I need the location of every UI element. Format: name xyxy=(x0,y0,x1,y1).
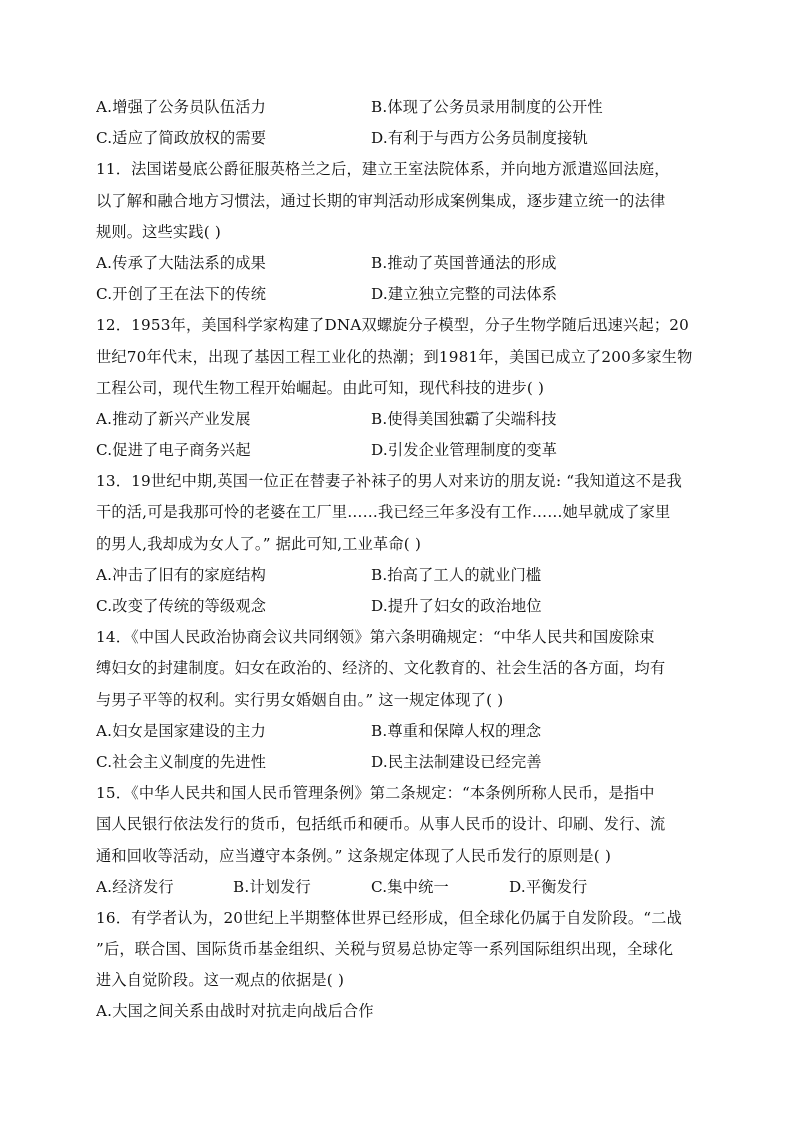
option-row xyxy=(96,92,702,123)
text-line: 规则。这些实践( ) xyxy=(96,222,221,241)
option-item: B.计划发行 xyxy=(233,877,311,896)
option-item: A.冲击了旧有的家庭结构 xyxy=(96,565,267,584)
option-item: A.推动了新兴产业发展 xyxy=(96,409,251,428)
text-line: 以了解和融合地方习惯法，通过长期的审判活动形成案例集成，逐步建立统一的法律 xyxy=(96,191,666,210)
text-line: 进入自觉阶段。这一观点的依据是( ) xyxy=(96,971,345,990)
text-line: 14．《中国人民政治协商会议共同纲领》第六条明确规定：“中华人民共和国废除束 xyxy=(96,628,655,647)
text-line: 16．有学者认为，20世纪上半期整体世界已经形成，但全球化仍属于自发阶段。“二战 xyxy=(96,908,682,927)
text-line: 11．法国诺曼底公爵征服英格兰之后，建立王室法院体系，并向地方派遣巡回法庭， xyxy=(96,160,670,179)
text-line: 通和回收等活动，应当遵守本条例。” 这条规定体现了人民币发行的原则是( ) xyxy=(96,846,612,865)
document-page xyxy=(96,92,702,1028)
option-item: A.增强了公务员队伍活力 xyxy=(96,98,267,116)
text-line: A.大国之间关系由战时对抗走向战后合作 xyxy=(96,1002,374,1021)
option-item: B.尊重和保障人权的理念 xyxy=(371,721,542,740)
text-line: 12．1953年，美国科学家构建了DNA双螺旋分子模型，分子生物学随后迅速兴起；20 xyxy=(96,316,689,335)
option-item: A.传承了大陆法系的成果 xyxy=(96,253,267,272)
option-row xyxy=(96,404,702,435)
option-row xyxy=(96,560,702,591)
option-item: B.推动了英国普通法的形成 xyxy=(371,253,557,272)
option-item: A.经济发行 xyxy=(96,877,174,896)
text-line: 15．《中华人民共和国人民币管理条例》第二条规定：“本条例所称人民币，是指中 xyxy=(96,784,655,803)
option-row xyxy=(96,747,702,778)
option-item: B.使得美国独霸了尖端科技 xyxy=(371,409,557,428)
text-line: 的男人,我却成为女人了。” 据此可知,工业革命( ) xyxy=(96,534,422,553)
option-item: C.社会主义制度的先进性 xyxy=(96,752,267,771)
option-row xyxy=(96,435,702,466)
option-item: A.妇女是国家建设的主力 xyxy=(96,721,267,740)
option-item: B.体现了公务员录用制度的公开性 xyxy=(371,98,603,116)
option-item: D.平衡发行 xyxy=(509,877,588,896)
text-line: 干的活,可是我那可怜的老婆在工厂里……我已经三年多没有工作……她早就成了家里 xyxy=(96,503,671,522)
option-item: C.开创了王在法下的传统 xyxy=(96,285,267,304)
option-row xyxy=(96,123,702,154)
option-row xyxy=(96,716,702,747)
option-item: C.适应了简政放权的需要 xyxy=(96,129,267,148)
text-line: 工程公司，现代生物工程开始崛起。由此可知，现代科技的进步( ) xyxy=(96,378,545,397)
text-line: 缚妇女的封建制度。妇女在政治的、经济的、文化教育的、社会生活的各方面，均有 xyxy=(96,659,666,678)
text-line: 与男子平等的权利。实行男女婚姻自由。” 这一规定体现了( ) xyxy=(96,690,504,709)
option-item: C.促进了电子商务兴起 xyxy=(96,441,251,460)
option-row xyxy=(96,591,702,622)
option-item: C.集中统一 xyxy=(371,877,449,896)
option-item: D.民主法制建设已经完善 xyxy=(371,752,542,771)
option-row xyxy=(96,279,702,310)
option-item: D.引发企业管理制度的变革 xyxy=(371,441,558,460)
option-item: D.有利于与西方公务员制度接轨 xyxy=(371,129,588,148)
text-line: 国人民银行依法发行的货币，包括纸币和硬币。从事人民币的设计、印刷、发行、流 xyxy=(96,815,666,834)
option-item: D.提升了妇女的政治地位 xyxy=(371,597,542,615)
option-item: C.改变了传统的等级观念 xyxy=(96,597,267,615)
option-row xyxy=(96,872,702,903)
text-line: ”后，联合国、国际货币基金组织、关税与贸易总协定等一系列国际组织出现，全球化 xyxy=(96,940,674,959)
text-line: 13．19世纪中期,英国一位正在替妻子补袜子的男人对来访的朋友说: “我知道这不是我 xyxy=(96,472,682,491)
option-item: B.抬高了工人的就业门槛 xyxy=(371,565,542,584)
option-row xyxy=(96,248,702,279)
text-line: 世纪70年代末，出现了基因工程工业化的热潮；到1981年，美国已成立了200多家生物 xyxy=(96,347,693,366)
option-item: D.建立独立完整的司法体系 xyxy=(371,285,558,304)
